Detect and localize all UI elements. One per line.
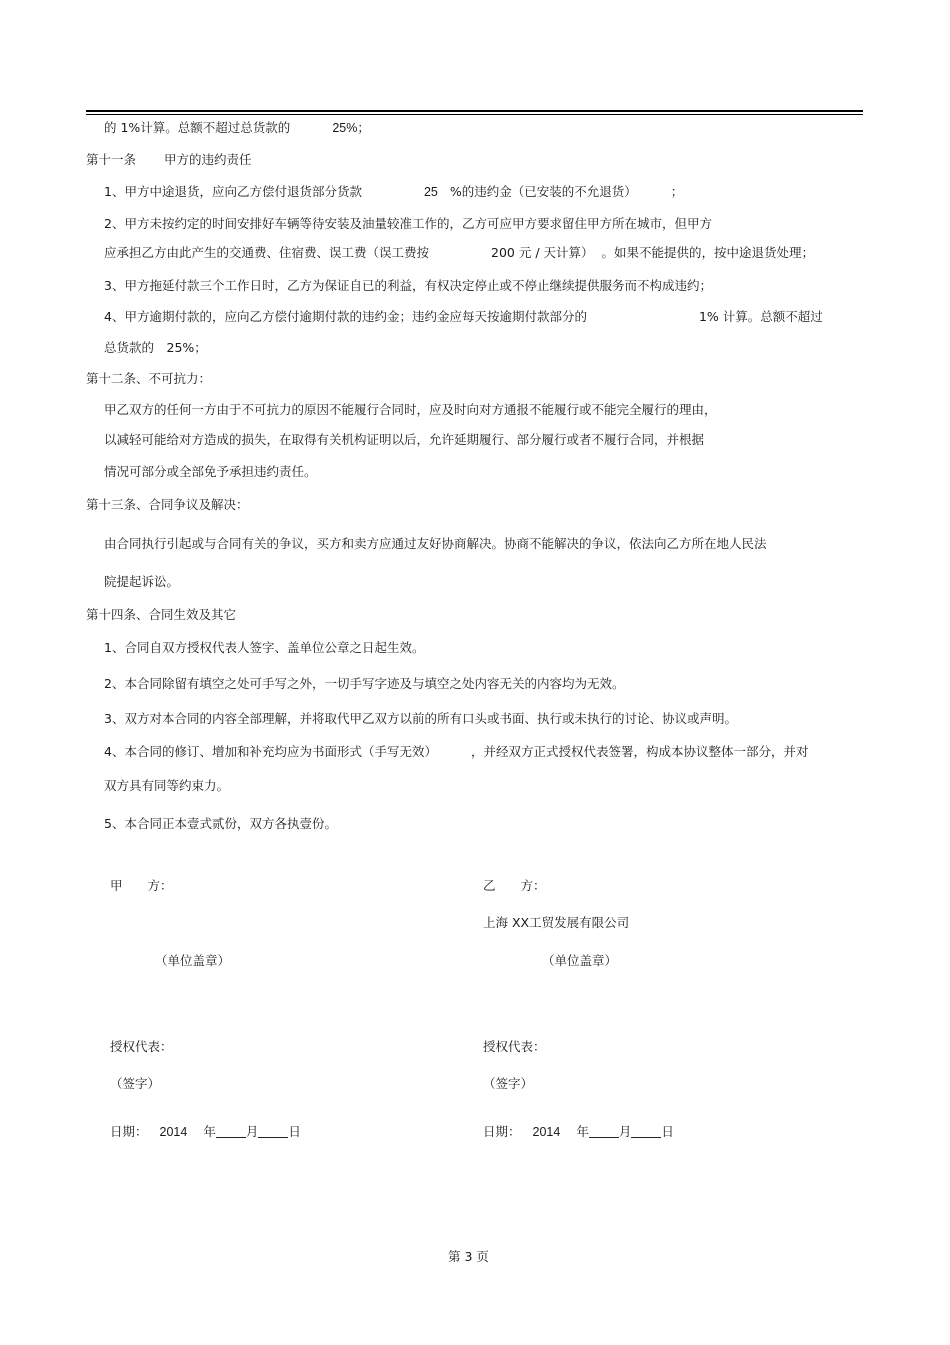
date-year: 2014 [159,1125,188,1139]
clause-12-heading: 第十二条、不可抗力： [86,371,212,386]
clause-11-item-1: 1、甲方中途退货，应向乙方偿付退货部分货款 25 %的违约金（已安装的不允退货） ； [104,184,684,199]
header-rule-thick [86,110,863,112]
party-a-sign-label: （签字） [110,1076,161,1091]
clause-11-item-2-cont: 应承担乙方由此产生的交通费、住宿费、误工费（误工费按 200 元 / 天计算） 。如果不能提供的，按中途退货处理； [104,245,815,260]
clause-14-item-1: 1、合同自双方授权代表人签字、盖单位公章之日起生效。 [104,640,425,655]
clause-14-heading: 第十四条、合同生效及其它 [86,607,237,622]
month-blank [216,1125,246,1138]
clause-11-item-3: 3、甲方拖延付款三个工作日时，乙方为保证自已的利益，有权决定停止或不停止继续提供服务而不构成违约； [104,278,712,293]
party-a-rep-label: 授权代表： [110,1039,173,1054]
clause-12-text-3: 情况可部分或全部免予承担违约责任。 [104,464,317,479]
clause-14-item-2: 2、本合同除留有填空之处可手写之外，一切手写字迹及与填空之处内容无关的内容均为无效。 [104,676,625,691]
clause-13-text-1: 由合同执行引起或与合同有关的争议，买方和卖方应通过友好协商解决。协商不能解决的争议，依法向乙方所在地人民法 [104,536,767,551]
clause-11-item-2: 2、甲方未按约定的时间安排好车辆等待安装及油量较准工作的，乙方可应甲方要求留住甲方所在城市，但甲方 [104,216,712,231]
header-rule-thin [86,114,863,115]
party-a-date: 日期： 2014 年 月 日 [110,1124,301,1139]
party-a-seal: （单位盖章） [155,953,231,968]
clause-10-continuation: 的 1%计算。总额不超过总货款的 25%； [104,120,370,135]
month-blank [589,1125,619,1138]
clause-13-text-2: 院提起诉讼。 [104,574,180,589]
clause-14-item-5: 5、本合同正本壹式贰份，双方各执壹份。 [104,816,337,831]
party-b-sign-label: （签字） [483,1076,534,1091]
clause-12-text-1: 甲乙双方的任何一方由于不可抗力的原因不能履行合同时，应及时向对方通报不能履行或不能完全履行的理由， [104,402,717,417]
date-label: 日期： [483,1124,521,1139]
clause-14-item-4: 4、本合同的修订、增加和补充均应为书面形式（手写无效） ，并经双方正式授权代表签署，构成本协议整体一部分，并对 [104,744,809,759]
party-b-seal: （单位盖章） [542,953,618,968]
date-year: 2014 [532,1125,561,1139]
party-b-label: 乙 方： [483,878,546,893]
clause-14-item-4-cont: 双方具有同等约束力。 [104,778,230,793]
clause-12-text-2: 以减轻可能给对方造成的损失，在取得有关机构证明以后，允许延期履行、部分履行或者不履行合同，并根据 [104,432,705,447]
clause-14-item-3: 3、双方对本合同的内容全部理解，并将取代甲乙双方以前的所有口头或书面、执行或未执行的讨论、协议或声明。 [104,711,737,726]
party-b-date: 日期： 2014 年 月 日 [483,1124,674,1139]
date-label: 日期： [110,1124,148,1139]
clause-11-heading: 第十一条 甲方的违约责任 [86,152,252,167]
clause-13-heading: 第十三条、合同争议及解决： [86,497,249,512]
party-b-rep-label: 授权代表： [483,1039,546,1054]
clause-11-item-4: 4、甲方逾期付款的，应向乙方偿付逾期付款的违约金；违约金应每天按逾期付款部分的 1% 计算。总额不超过 [104,309,823,324]
page-number: 第 3 页 [448,1249,489,1264]
party-b-company: 上海 XX工贸发展有限公司 [483,915,630,930]
party-a-label: 甲 方： [110,878,173,893]
clause-11-item-4-cont: 总货款的 25%； [104,340,207,355]
day-blank [258,1125,288,1138]
day-blank [631,1125,661,1138]
